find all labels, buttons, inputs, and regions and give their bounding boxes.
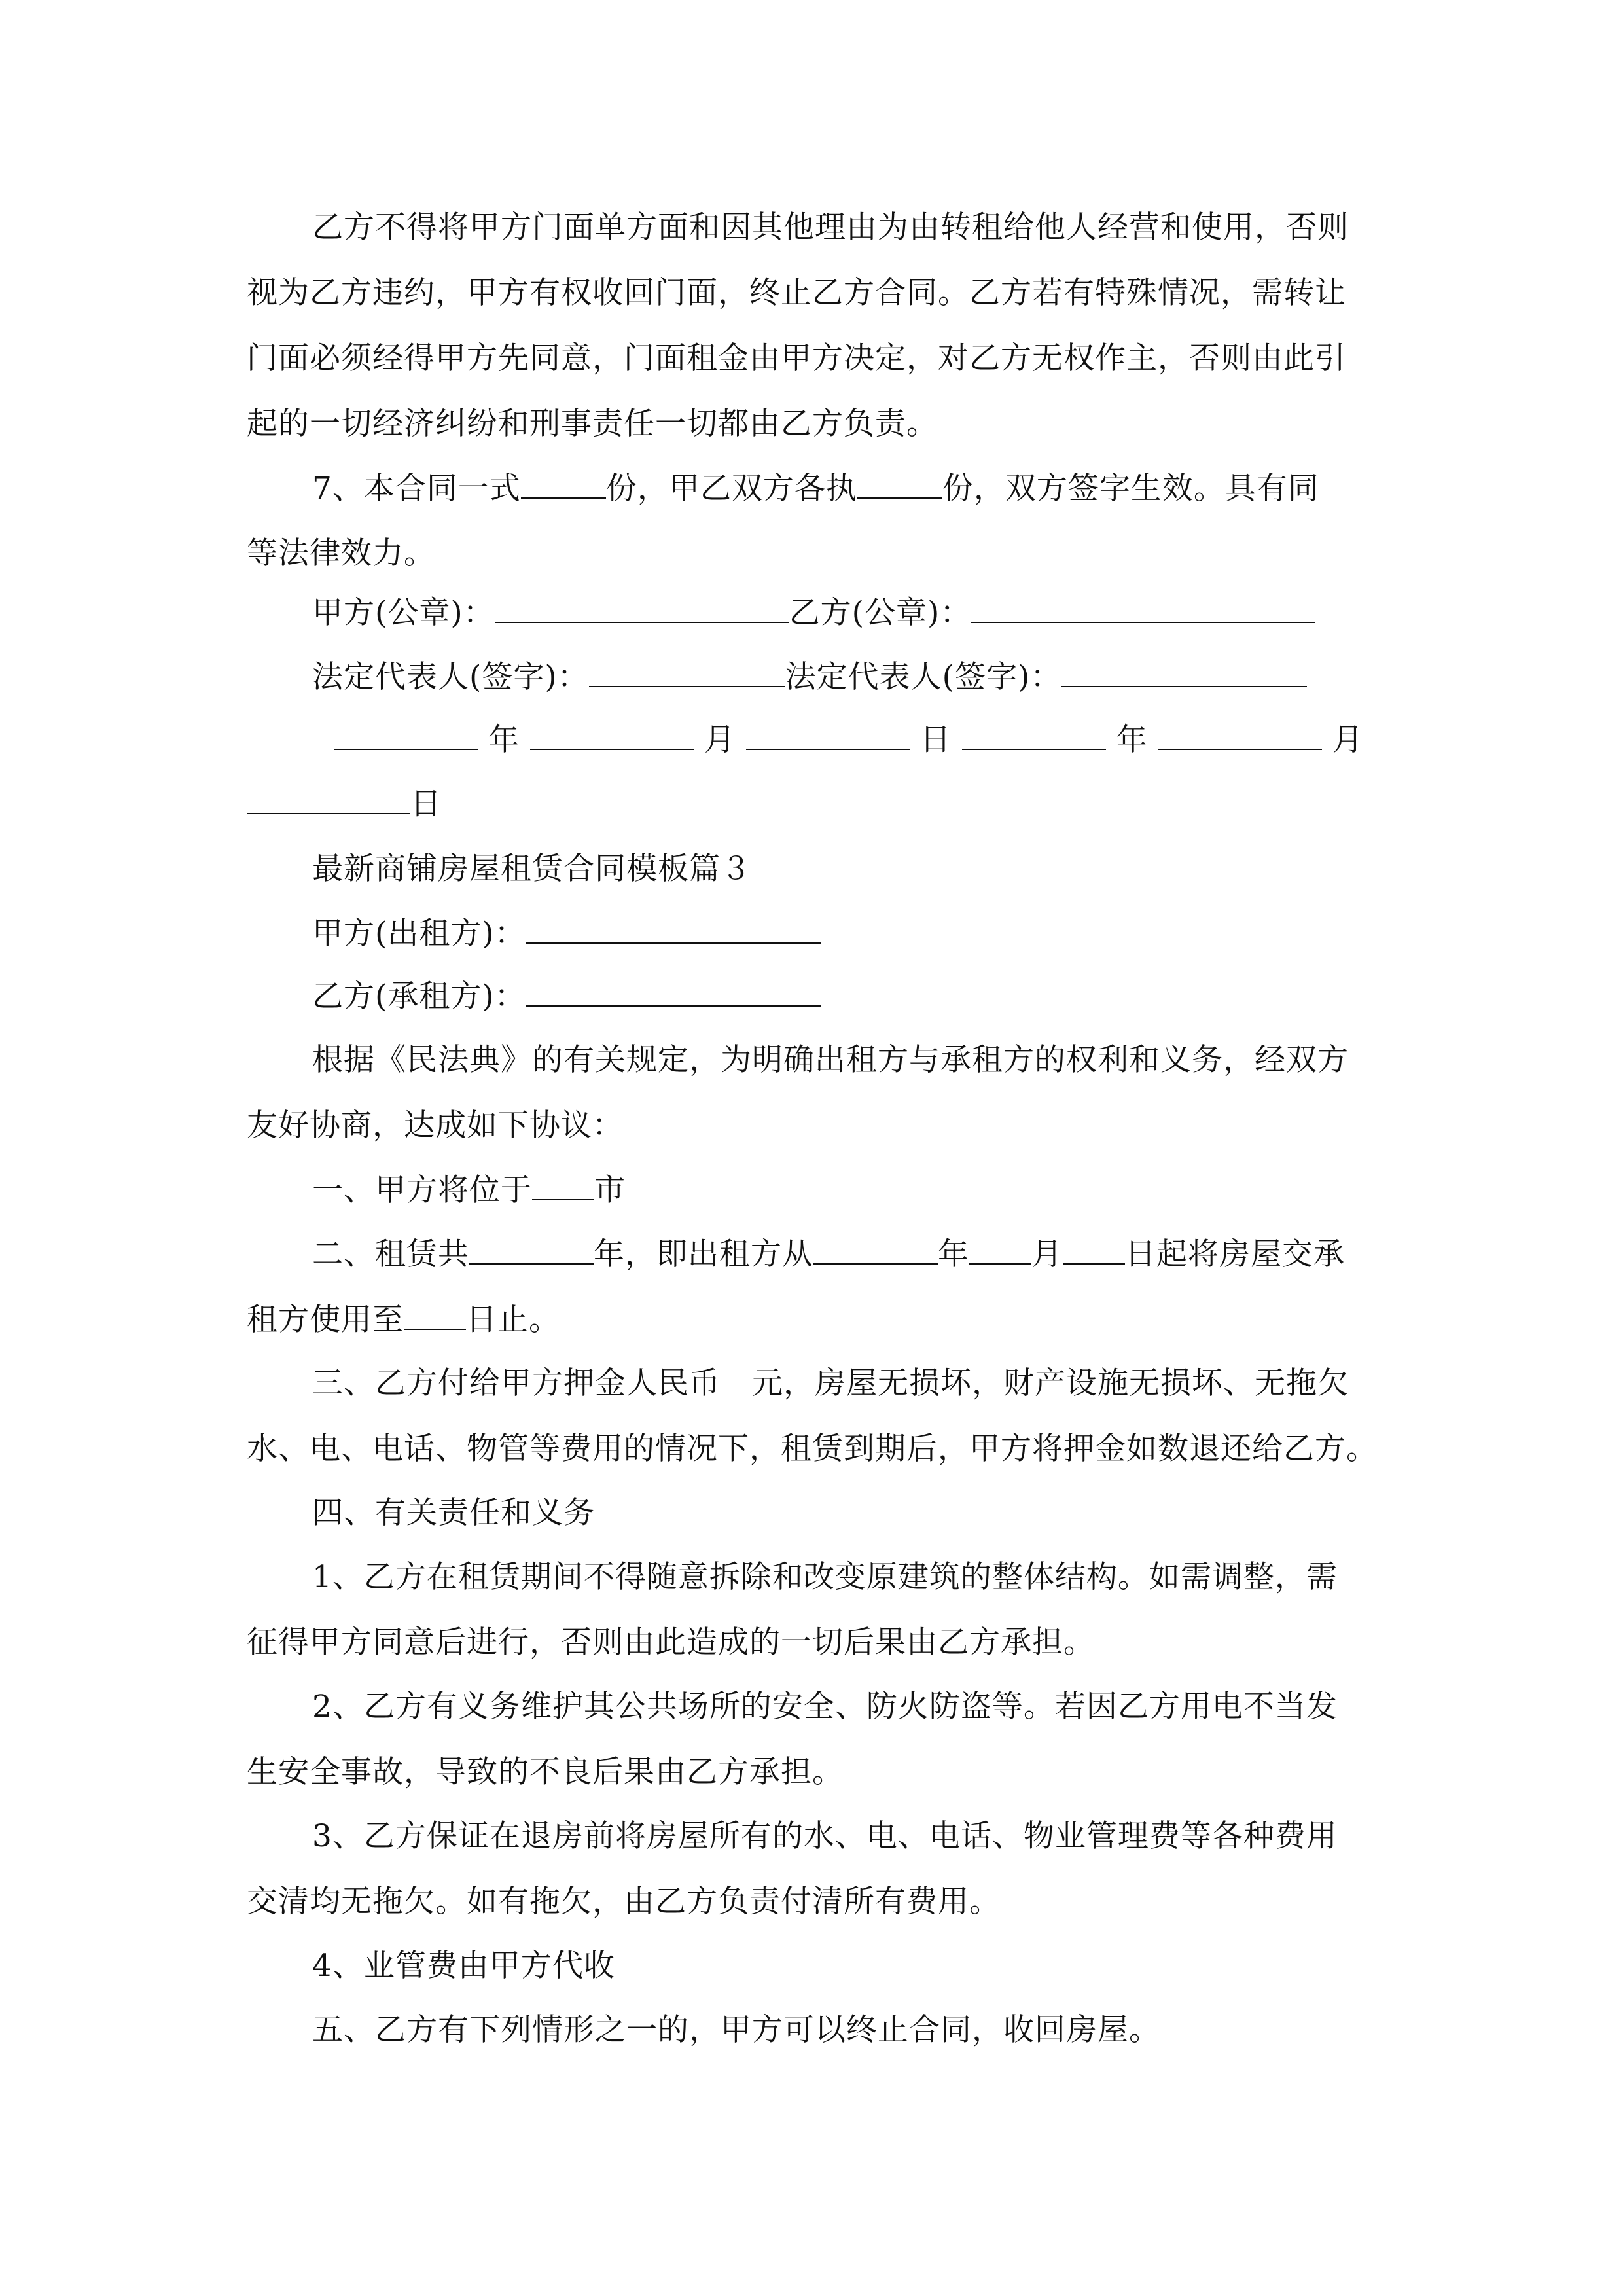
year-blank	[334, 720, 478, 750]
month-label: 月	[704, 722, 736, 758]
party-a-rep-blank	[589, 657, 785, 687]
start-month-blank	[969, 1234, 1031, 1265]
year-blank	[962, 720, 1106, 750]
copies-clause-part: 份，甲乙双方各执	[605, 471, 857, 507]
term-part: 租方使用至	[247, 1302, 404, 1338]
month-blank	[1158, 720, 1322, 750]
party-a-seal-label: 甲方(公章)：	[312, 595, 495, 631]
paragraph-line: 五、乙方有下列情形之一的，甲方可以终止合同，收回房屋。	[312, 2012, 1160, 2048]
location-clause	[312, 1170, 626, 1210]
paragraph-line: 1、乙方在租赁期间不得随意拆除和改变原建筑的整体结构。如需调整，需	[312, 1559, 1338, 1595]
lessee-blank	[526, 977, 821, 1007]
term-part: 月	[1031, 1236, 1063, 1272]
paragraph-line: 起的一切经济纠纷和刑事责任一切都由乙方负责。	[247, 406, 938, 442]
date-line-continued	[247, 784, 442, 824]
paragraph-line: 4、业管费由甲方代收	[312, 1948, 615, 1984]
day-label: 日	[410, 786, 442, 822]
city-blank	[532, 1170, 594, 1200]
date-line	[334, 720, 1364, 760]
lessee-label: 乙方(承租方)：	[312, 978, 526, 1014]
section-heading: 四、有关责任和义务	[312, 1495, 595, 1531]
day-label: 日	[919, 722, 952, 758]
party-b-rep-blank	[1061, 657, 1307, 687]
paragraph-line: 根据《民法典》的有关规定，为明确出租方与承租方的权利和义务，经双方	[312, 1042, 1349, 1078]
signature-line	[312, 657, 1307, 697]
lessee-line	[312, 977, 821, 1016]
month-blank	[530, 720, 694, 750]
copies-clause-part: 份，双方签字生效。具有同	[942, 471, 1319, 507]
lessor-line	[312, 914, 821, 954]
section-title: 最新商铺房屋租赁合同模板篇３	[312, 851, 752, 887]
start-day-blank	[1063, 1234, 1125, 1265]
term-clause	[312, 1234, 1345, 1274]
day-blank	[247, 784, 410, 814]
paragraph-line: 水、电、电话、物管等费用的情况下，租赁到期后，甲方将押金如数退还给乙方。	[247, 1431, 1378, 1467]
city-label: 市	[594, 1172, 626, 1208]
year-label: 年	[1116, 722, 1148, 758]
copies-clause	[312, 469, 1319, 509]
paragraph-line: 征得甲方同意后进行，否则由此造成的一切后果由乙方承担。	[247, 1624, 1095, 1660]
paragraph-line: 门面必须经得甲方先同意，门面租金由甲方决定，对乙方无权作主，否则由此引	[247, 340, 1346, 376]
term-years-blank	[469, 1234, 594, 1265]
paragraph-line: 生安全事故，导致的不良后果由乙方承担。	[247, 1754, 844, 1790]
seal-line	[312, 593, 1315, 633]
start-year-blank	[813, 1234, 938, 1265]
party-b-seal-blank	[971, 593, 1315, 623]
held-copies-blank	[857, 469, 942, 499]
paragraph-line: 3、乙方保证在退房前将房屋所有的水、电、电话、物业管理费等各种费用	[312, 1818, 1338, 1854]
party-b-seal-label: 乙方(公章)：	[789, 595, 972, 631]
copies-clause-part: 7、本合同一式	[312, 471, 521, 507]
location-label: 一、甲方将位于	[312, 1172, 532, 1208]
term-part: 年	[938, 1236, 969, 1272]
term-part: 日止。	[466, 1302, 560, 1338]
end-day-blank	[404, 1300, 466, 1330]
paragraph-line: 交清均无拖欠。如有拖欠，由乙方负责付清所有费用。	[247, 1884, 1001, 1920]
year-label: 年	[488, 722, 520, 758]
copies-blank	[521, 469, 606, 499]
paragraph-line: 等法律效力。	[247, 535, 435, 571]
term-part: 日起将房屋交承	[1125, 1236, 1345, 1272]
party-a-seal-blank	[495, 593, 789, 623]
party-b-rep-label: 法定代表人(签字)：	[785, 659, 1062, 695]
paragraph-line: 三、乙方付给甲方押金人民币 元，房屋无损坏，财产设施无损坏、无拖欠	[312, 1365, 1349, 1401]
lessor-blank	[526, 914, 821, 944]
paragraph-line: 乙方不得将甲方门面单方面和因其他理由为由转租给他人经营和使用，否则	[312, 209, 1349, 245]
lessor-label: 甲方(出租方)：	[312, 916, 526, 952]
day-blank	[746, 720, 910, 750]
paragraph-line: 视为乙方违约，甲方有权收回门面，终止乙方合同。乙方若有特殊情况，需转让	[247, 275, 1346, 311]
month-label: 月	[1332, 722, 1364, 758]
term-clause-continued	[247, 1300, 560, 1340]
term-part: 年，即出租方从	[594, 1236, 813, 1272]
paragraph-line: 2、乙方有义务维护其公共场所的安全、防火防盗等。若因乙方用电不当发	[312, 1689, 1338, 1725]
party-a-rep-label: 法定代表人(签字)：	[312, 659, 589, 695]
paragraph-line: 友好协商，达成如下协议：	[247, 1107, 624, 1143]
term-part: 二、租赁共	[312, 1236, 469, 1272]
